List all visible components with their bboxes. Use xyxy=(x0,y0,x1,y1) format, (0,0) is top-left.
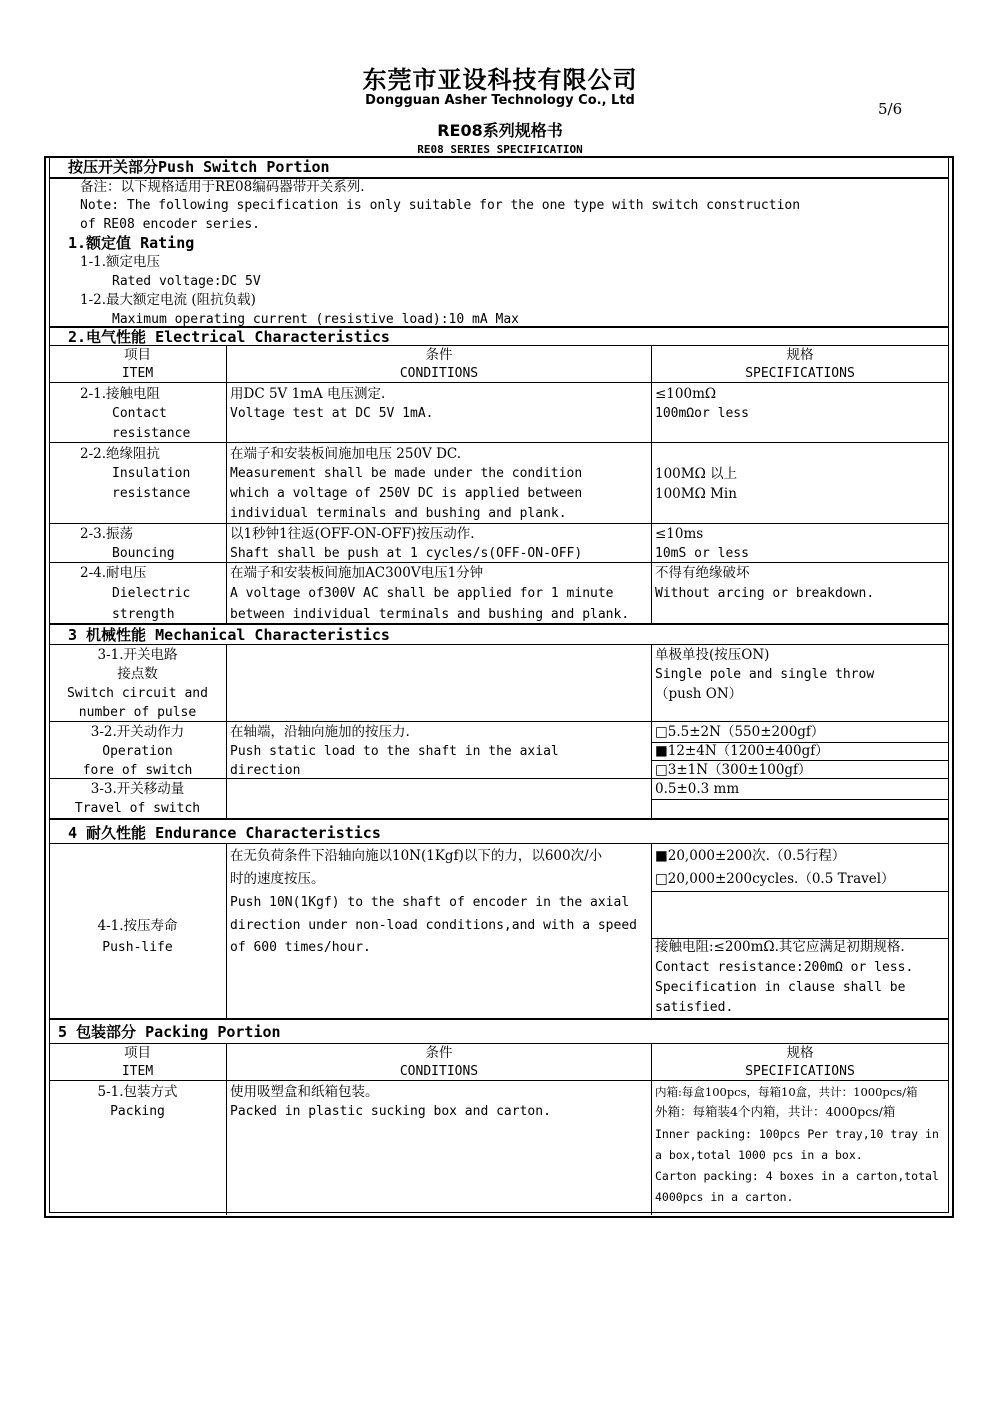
company-name-cn: 东莞市亚设科技有限公司 xyxy=(362,66,638,94)
item-label: Dielectric xyxy=(112,586,191,601)
condition-text: Packed in plastic sucking box and carton. xyxy=(230,1104,551,1119)
col-header-conditions-en: CONDITIONS xyxy=(399,366,479,381)
item-label: 3-1.开关电路 xyxy=(97,647,178,663)
col-rule xyxy=(226,843,227,1018)
item-label: 2-1.接触电阻 xyxy=(80,386,161,402)
col-header-conditions-cn: 条件 xyxy=(425,1045,453,1061)
spec-text: 100mΩor less xyxy=(655,406,749,421)
item-label: fore of switch xyxy=(82,763,193,778)
section-heading-rating: 1.额定值 Rating xyxy=(68,234,195,252)
item-label: Bouncing xyxy=(112,546,175,561)
condition-text: between individual terminals and bushing and plank. xyxy=(230,607,630,622)
item-label: 接点数 xyxy=(117,666,158,682)
spec-text: Specification in clause shall be xyxy=(655,980,906,995)
col-rule xyxy=(226,644,227,818)
spec-text: 外箱：每箱装4个内箱，共计：4000pcs/箱 xyxy=(655,1104,896,1119)
spec-text: 10mS or less xyxy=(655,546,749,561)
rating-voltage-cn: 1-1.额定电压 xyxy=(80,254,161,270)
item-label: Packing xyxy=(110,1104,165,1119)
condition-text: direction under non-load conditions,and with a speed xyxy=(230,918,637,933)
item-label: 4-1.按压寿命 xyxy=(97,918,178,934)
condition-text: A voltage of300V AC shall be applied for 1 minute xyxy=(230,586,614,601)
spec-text: a box,total 1000 pcs in a box. xyxy=(655,1148,863,1162)
rule xyxy=(651,799,949,800)
spec-option: □20,000±200cycles.（0.5 Travel） xyxy=(655,871,895,887)
item-label: Insulation xyxy=(112,466,191,481)
item-label: strength xyxy=(112,607,175,622)
section-heading-packing: 5 包装部分 Packing Portion xyxy=(58,1023,281,1041)
spec-text: 单极单投(按压ON) xyxy=(655,647,770,663)
col-header-item-en: ITEM xyxy=(121,366,154,381)
spec-text: Contact resistance:200mΩ or less. xyxy=(655,960,914,975)
spec-option: ■20,000±200次.（0.5行程） xyxy=(655,848,846,864)
spec-text: 100MΩ 以上 xyxy=(655,466,738,482)
spec-text: 不得有绝缘破坏 xyxy=(655,565,750,581)
item-label: resistance xyxy=(112,426,191,441)
item-label: 2-3.振荡 xyxy=(80,526,134,542)
spec-option: ■12±4N（1200±400gf） xyxy=(655,743,829,759)
item-label: 3-3.开关移动量 xyxy=(90,781,185,797)
note-cn: 备注：以下规格适用于RE08编码器带开关系列. xyxy=(80,179,365,195)
item-label: Travel of switch xyxy=(74,801,201,816)
spec-option: □3±1N（300±100gf） xyxy=(655,762,812,778)
condition-text: which a voltage of 250V DC is applied between xyxy=(230,486,583,501)
condition-text: 时的速度按压。 xyxy=(230,871,325,887)
spec-text: satisfied. xyxy=(655,1000,734,1015)
rule xyxy=(651,891,949,892)
page-number: 5/6 xyxy=(878,100,903,118)
condition-text: 以1秒钟1往返(OFF-ON-OFF)按压动作. xyxy=(230,526,475,542)
col-header-conditions-en: CONDITIONS xyxy=(399,1064,479,1079)
item-label: Operation xyxy=(102,744,173,759)
section-heading-mechanical: 3 机械性能 Mechanical Characteristics xyxy=(68,626,390,644)
rule xyxy=(49,1018,949,1020)
col-header-specs-en: SPECIFICATIONS xyxy=(745,1064,855,1079)
col-header-conditions-cn: 条件 xyxy=(425,347,453,363)
col-rule xyxy=(226,345,227,623)
col-rule xyxy=(651,644,652,818)
col-header-item-cn: 项目 xyxy=(124,1045,151,1061)
condition-text: 在端子和安装板间施加AC300V电压1分钟 xyxy=(230,565,484,581)
item-label: Contact xyxy=(112,406,167,421)
spec-text: ≤10ms xyxy=(655,526,704,542)
item-label: 3-2.开关动作力 xyxy=(90,724,185,740)
rating-current-cn: 1-2.最大额定电流 (阻抗负载) xyxy=(80,292,256,308)
col-header-specs-cn: 规格 xyxy=(786,1045,814,1061)
condition-text: Push 10N(1Kgf) to the shaft of encoder in the axial xyxy=(230,895,630,910)
item-label: Push-life xyxy=(102,940,173,955)
spec-option: □5.5±2N（550±200gf） xyxy=(655,724,825,740)
spec-text: Without arcing or breakdown. xyxy=(655,586,875,601)
col-header-specs-cn: 规格 xyxy=(786,347,814,363)
condition-text: 在端子和安装板间施加电压 250V DC. xyxy=(230,446,462,462)
spec-text: Inner packing: 100pcs Per tray,10 tray in xyxy=(655,1127,939,1141)
spec-table xyxy=(44,156,954,1218)
item-label: 2-2.绝缘阻抗 xyxy=(80,446,161,462)
condition-text: 使用吸塑盒和纸箱包装。 xyxy=(230,1084,379,1100)
spec-text: ≤100mΩ xyxy=(655,386,717,402)
note-en: of RE08 encoder series. xyxy=(80,217,261,232)
col-header-item-cn: 项目 xyxy=(124,347,151,363)
col-header-specs-en: SPECIFICATIONS xyxy=(745,366,855,381)
condition-text: Measurement shall be made under the condition xyxy=(230,466,583,481)
rating-voltage-en: Rated voltage:DC 5V xyxy=(112,274,261,289)
condition-text: 在轴端，沿轴向施加的按压力. xyxy=(230,724,410,740)
col-rule xyxy=(651,345,652,623)
spec-text: 100MΩ Min xyxy=(655,486,737,502)
spec-text: 接触电阻:≤200mΩ.其它应满足初期规格. xyxy=(655,939,905,955)
condition-text: Voltage test at DC 5V 1mA. xyxy=(230,406,434,421)
condition-text: of 600 times/hour. xyxy=(230,940,371,955)
company-name-en: Dongguan Asher Technology Co., Ltd xyxy=(365,93,635,108)
spec-text: Carton packing: 4 boxes in a carton,total xyxy=(655,1169,939,1183)
rating-current-en: Maximum operating current (resistive load):10 mA Max xyxy=(112,312,519,327)
spec-text: 4000pcs in a carton. xyxy=(655,1190,794,1204)
col-rule xyxy=(651,843,652,1018)
spec-text: 0.5±0.3 mm xyxy=(655,781,740,797)
condition-text: 用DC 5V 1mA 电压测定. xyxy=(230,386,386,402)
section-heading-endurance: 4 耐久性能 Endurance Characteristics xyxy=(68,824,381,842)
item-label: 5-1.包装方式 xyxy=(97,1084,178,1100)
item-label: resistance xyxy=(112,486,191,501)
section-heading-electrical: 2.电气性能 Electrical Characteristics xyxy=(68,328,390,346)
document-title: RE08系列规格书 xyxy=(437,121,563,140)
condition-text: 在无负荷条件下沿轴向施以10N(1Kgf)以下的力，以600次/小 xyxy=(230,848,603,864)
condition-text: Push static load to the shaft in the axial xyxy=(230,744,559,759)
condition-text: direction xyxy=(230,763,301,778)
item-label: number of pulse xyxy=(78,705,197,720)
condition-text: Shaft shall be push at 1 cycles/s(OFF-ON-OFF) xyxy=(230,546,583,561)
item-label: Switch circuit and xyxy=(67,686,208,701)
document-subtitle: RE08 SERIES SPECIFICATION xyxy=(417,143,583,156)
section-heading-push: 按压开关部分Push Switch Portion xyxy=(68,158,330,176)
spec-text: （push ON） xyxy=(655,686,743,702)
spec-text: Single pole and single throw xyxy=(655,667,875,682)
rule xyxy=(49,843,949,844)
col-header-item-en: ITEM xyxy=(121,1064,154,1079)
condition-text: individual terminals and bushing and plank. xyxy=(230,506,567,521)
item-label: 2-4.耐电压 xyxy=(80,565,147,581)
spec-text: 内箱:每盒100pcs，每箱10盒，共计：1000pcs/箱 xyxy=(655,1085,918,1099)
note-en: Note: The following specification is only suitable for the one type with switch construction xyxy=(80,198,801,213)
